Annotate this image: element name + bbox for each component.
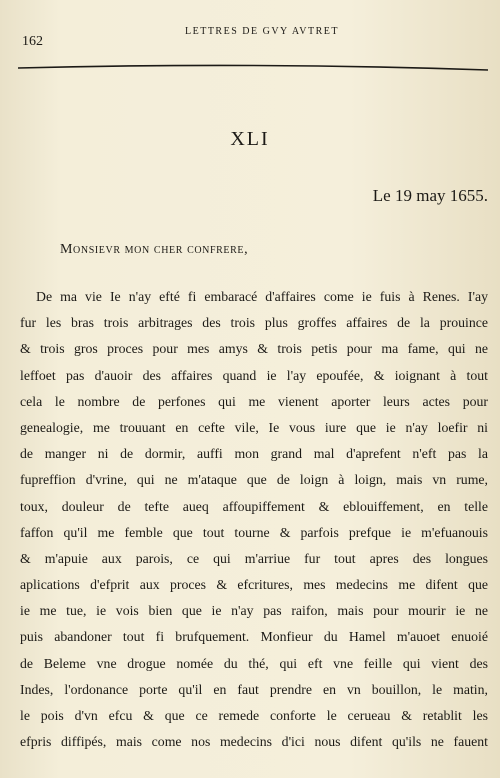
body-line: faffon qu'il me femble que tout tourne & parfois prefque ie m'efuanouis — [20, 524, 488, 540]
letter-number: XLI — [230, 128, 270, 150]
body-line: fur les bras trois arbitrages des trois plus groffes affaires de la prouince — [20, 315, 488, 331]
body-line: leffoet pas d'auoir des affaires quand ie l'ay epoufée, & ioignant à tout — [20, 367, 488, 383]
body-line: cela le nombre de perfones qui me vienent aporter leurs actes pour — [20, 393, 488, 409]
body-line: fupreffion d'vrine, qui ne m'ataque que de loign à loign, mais vn rume, — [20, 472, 488, 488]
body-line: toux, douleur de tefte aueq affoupiffement & eblouiffement, en telle — [20, 498, 488, 514]
body-line: genealogie, me trouuant en cefte vile, Ie vous iure que ie n'ay loefir ni — [20, 419, 488, 435]
body-line: & trois gros proces pour mes amys & trois petis pour ma fame, qui ne — [20, 341, 488, 357]
body-line: Indes, l'ordonance porte qu'il en faut prendre en vn bouillon, le matin, — [20, 681, 488, 697]
running-head: LETTRES DE GVY AVTRET — [185, 26, 339, 37]
page-header — [0, 22, 500, 52]
header-rule — [18, 56, 488, 78]
body-line: puis abandoner tout fi brufquement. Monfieur du Hamel m'auoet enuoié — [20, 629, 488, 645]
salutation: Monsievr mon cher confrere, — [60, 242, 249, 257]
body-line: de Beleme vne drogue nomée du thé, qui eft vne feille qui vient des — [20, 655, 488, 671]
body-line: De ma vie Ie n'ay efté fi embaracé d'affaires come ie fuis à Renes. I'ay — [36, 289, 488, 304]
body-line: & m'apuie aux parois, ce qui m'arriue fur tout apres des longues — [20, 550, 488, 566]
body-line: le pois d'vn efcu & que ce remede conforte le cerueau & retablit les — [20, 708, 488, 723]
body-line: efpris diffipés, mais come nos medecins d'ici nous difent qu'ils ne fauent — [20, 734, 488, 750]
letter-body — [20, 284, 488, 755]
page-number: 162 — [22, 34, 43, 49]
letter-date: Le 19 may 1655. — [372, 186, 488, 205]
body-line: aplications d'efprit aux proces & efcritures, mes medecins me difent que — [20, 577, 488, 593]
body-line: ie me tue, ie vois bien que ie n'ay pas raifon, mais pour mourir ie ne — [20, 603, 488, 619]
body-line: de manger ni de dormir, auffi mon grand mal d'aprefent n'eft pas la — [20, 446, 488, 462]
